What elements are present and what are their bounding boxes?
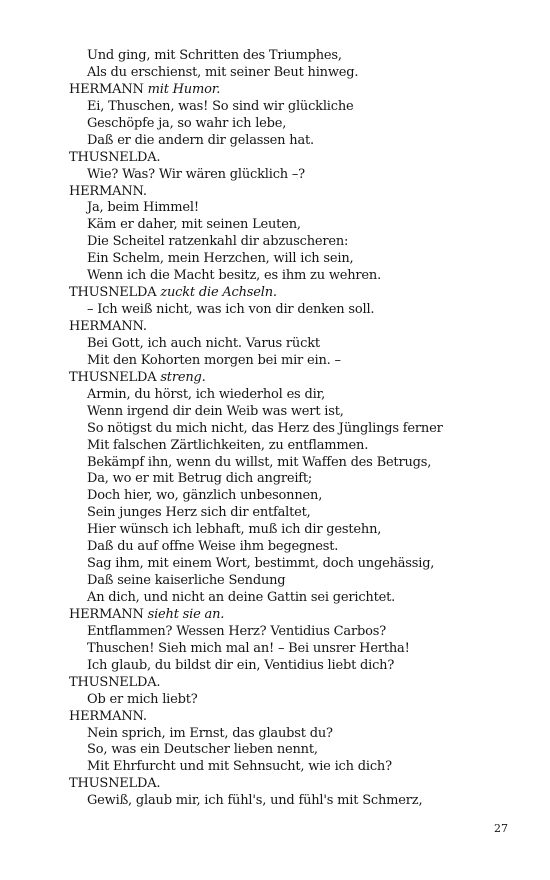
verse-line [69, 641, 489, 658]
verse-text: Und ging, mit Schritten des Triumphes, [87, 48, 342, 63]
verse-text: Armin, du hörst, ich wiederhol es dir, [87, 386, 326, 402]
verse-line [69, 573, 489, 590]
verse-line [69, 200, 489, 217]
verse-line [69, 268, 489, 285]
verse-line [69, 624, 489, 641]
verse-line [69, 726, 489, 743]
verse-text: Doch hier, wo, gänzlich unbesonnen, [87, 488, 323, 504]
verse-text: Wenn ich die Macht besitz, es ihm zu wehren. [87, 268, 382, 284]
speaker-name: THUSNELDA. [69, 149, 161, 165]
verse-text: Geschöpfe ja, so wahr ich lebe, [87, 115, 287, 131]
verse-text: Ei, Thuschen, was! So sind wir glückliche [87, 98, 354, 114]
speaker-line [69, 82, 489, 99]
verse-text: Käm er daher, mit seinen Leuten, [87, 217, 301, 233]
verse-line [69, 133, 489, 150]
verse-text: Entflammen? Wessen Herz? Ventidius Carbos? [87, 623, 386, 639]
speaker-name: HERMANN. [69, 708, 147, 724]
stage-direction: sieht sie an. [147, 606, 225, 622]
speaker-line [69, 675, 489, 692]
speaker-name: THUSNELDA. [69, 674, 161, 690]
verse-line [69, 471, 489, 488]
speaker-name: HERMANN [69, 606, 144, 622]
speaker-name: THUSNELDA. [69, 776, 161, 792]
speaker-line [69, 370, 489, 387]
verse-text: Ich glaub, du bildst dir ein, Ventidius liebt dich? [87, 657, 395, 673]
verse-text: Daß er die andern dir gelassen hat. [87, 132, 314, 148]
verse-line [69, 488, 489, 505]
verse-line [69, 556, 489, 573]
verse-text: Hier wünsch ich lebhaft, muß ich dir gestehn, [87, 522, 382, 538]
speaker-line [69, 184, 489, 201]
verse-line [69, 522, 489, 539]
speaker-line [69, 776, 489, 793]
verse-text: – Ich weiß nicht, was ich von dir denken soll. [87, 302, 375, 318]
verse-line [69, 48, 489, 65]
verse-text: Ein Schelm, mein Herzchen, will ich sein, [87, 251, 354, 267]
verse-line [69, 539, 489, 556]
verse-text: Mit Ehrfurcht und mit Sehnsucht, wie ich dich? [87, 759, 392, 775]
verse-text: So nötigst du mich nicht, das Herz des Jünglings ferner [87, 420, 443, 436]
verse-line [69, 251, 489, 268]
verse-line [69, 742, 489, 759]
speaker-name: HERMANN. [69, 319, 147, 334]
verse-text: Bei Gott, ich auch nicht. Varus rückt [87, 335, 320, 351]
verse-text: Ja, beim Himmel! [87, 200, 199, 216]
speaker-name: HERMANN. [69, 183, 147, 199]
verse-text: Thuschen! Sieh mich mal an! – Bei unsrer Hertha! [87, 640, 410, 656]
stage-direction: zuckt die Achseln. [160, 285, 277, 301]
verse-text: Als du erschienst, mit seiner Beut hinweg. [87, 64, 359, 80]
verse-line [69, 692, 489, 709]
speaker-line [69, 319, 489, 336]
verse-line [69, 387, 489, 404]
verse-text: An dich, und nicht an deine Gattin sei gerichtet. [87, 590, 396, 605]
verse-text: Nein sprich, im Ernst, das glaubst du? [87, 725, 333, 741]
verse-line [69, 658, 489, 675]
verse-text: Wenn irgend dir dein Weib was wert ist, [87, 403, 344, 419]
verse-line [69, 421, 489, 438]
verse-text: Daß du auf offne Weise ihm begegnest. [87, 539, 339, 555]
verse-text: Da, wo er mit Betrug dich angreift; [87, 471, 313, 487]
speaker-line [69, 150, 489, 167]
verse-text: Sag ihm, mit einem Wort, bestimmt, doch ungehässig, [87, 556, 435, 572]
speaker-name: HERMANN [69, 81, 144, 97]
stage-direction: mit Humor. [147, 81, 221, 97]
verse-text: Die Scheitel ratzenkahl dir abzuscheren: [87, 234, 349, 250]
verse-text: Mit falschen Zärtlichkeiten, zu entflammen. [87, 437, 369, 453]
page-number: 27 [494, 822, 508, 835]
stage-direction: streng. [160, 369, 206, 385]
verse-text: Wie? Was? Wir wären glücklich –? [87, 166, 305, 182]
verse-line [69, 217, 489, 234]
verse-line [69, 167, 489, 184]
verse-text: Mit den Kohorten morgen bei mir ein. – [87, 352, 341, 368]
verse-line [69, 590, 489, 607]
verse-line [69, 336, 489, 353]
verse-text: So, was ein Deutscher lieben nennt, [87, 742, 318, 758]
verse-text: Ob er mich liebt? [87, 691, 198, 707]
verse-line [69, 99, 489, 116]
play-text [69, 48, 489, 810]
verse-line [69, 116, 489, 133]
verse-line [69, 404, 489, 421]
verse-line [69, 438, 489, 455]
verse-line [69, 234, 489, 251]
verse-text: Daß seine kaiserliche Sendung [87, 573, 286, 589]
verse-line [69, 455, 489, 472]
verse-text: Gewiß, glaub mir, ich fühl's, und fühl's mit Schmerz, [87, 793, 423, 809]
verse-line [69, 759, 489, 776]
verse-text: Bekämpf ihn, wenn du willst, mit Waffen des Betrugs, [87, 454, 432, 470]
speaker-name: THUSNELDA [69, 369, 157, 385]
verse-line [69, 353, 489, 370]
speaker-line [69, 285, 489, 302]
verse-line [69, 793, 489, 810]
speaker-line [69, 709, 489, 726]
verse-line [69, 505, 489, 522]
verse-line [69, 302, 489, 319]
speaker-name: THUSNELDA [69, 285, 157, 301]
verse-line [69, 65, 489, 82]
speaker-line [69, 607, 489, 624]
verse-text: Sein junges Herz sich dir entfaltet, [87, 505, 311, 521]
